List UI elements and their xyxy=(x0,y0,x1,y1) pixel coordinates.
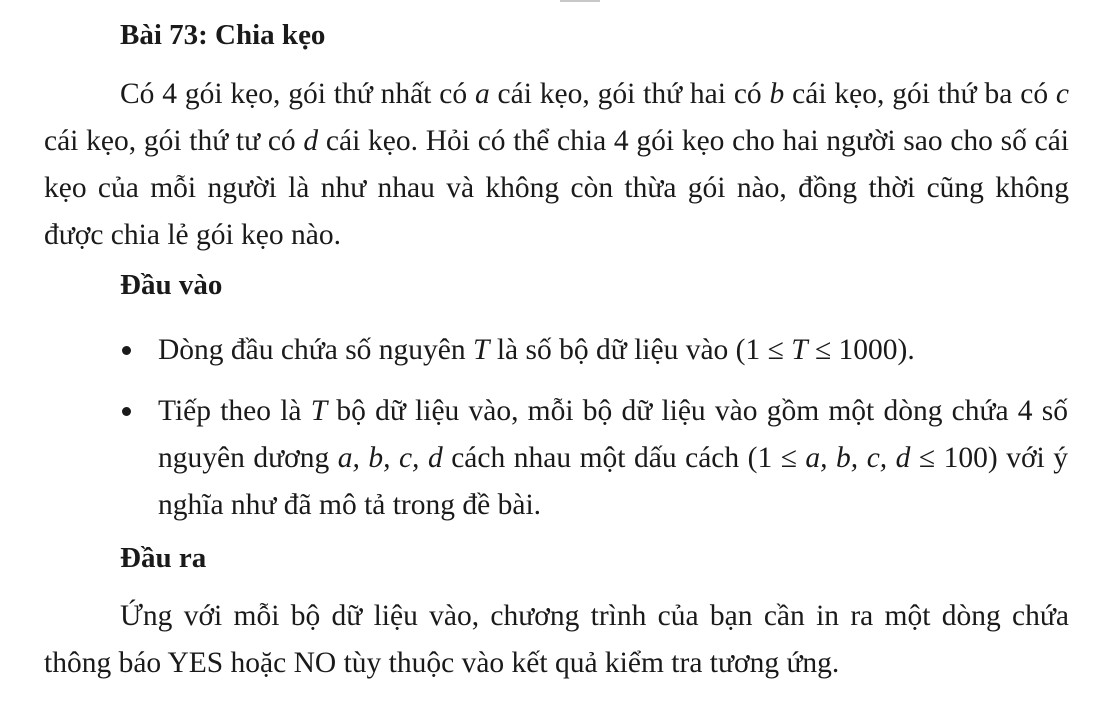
input-bullet-2 xyxy=(118,388,1068,529)
var-T: T xyxy=(473,334,490,366)
scan-mark xyxy=(560,0,600,2)
bullet-icon xyxy=(122,346,131,355)
bullet-text: Dòng đầu chứa số nguyên xyxy=(158,334,474,366)
statement-text: cái kẹo. Hỏi có thể chia 4 gói kẹo cho hai người sao cho số cái kẹo của mỗi người là như nhau và không còn thừa gói nào, đồng thời cũng không được chia lẻ gói kẹo nào. xyxy=(44,125,1070,251)
statement-text: cái kẹo, gói thứ tư có xyxy=(44,125,304,157)
input-heading: Đầu vào xyxy=(120,269,223,301)
var-c: c xyxy=(1055,78,1070,110)
bullet-text: ≤ 100) với ý nghĩa như đã mô tả trong đề bài. xyxy=(158,442,1069,521)
statement-text: cái kẹo, gói thứ ba có xyxy=(784,78,1056,110)
bullet-text: cách nhau một dấu cách (1 ≤ xyxy=(442,442,806,474)
output-description: Ứng với mỗi bộ dữ liệu vào, chương trình của bạn cần in ra một dòng chứa thông báo YES hoặc NO tùy thuộc vào kết quả kiểm tra tương ứng. xyxy=(44,600,1069,679)
var-T: T xyxy=(310,395,328,427)
bullet-text: bộ dữ liệu vào, mỗi bộ dữ liệu vào gồm một dòng chứa 4 số nguyên dương xyxy=(158,395,1068,474)
output-heading: Đầu ra xyxy=(120,542,207,574)
bullet-text: ≤ 1000). xyxy=(807,334,915,366)
var-list: a, b, c, d xyxy=(337,442,443,474)
var-d: d xyxy=(303,125,319,157)
bullet-text: là số bộ dữ liệu vào (1 ≤ xyxy=(489,334,792,366)
bullet-text: Tiếp theo là xyxy=(158,395,311,427)
problem-statement xyxy=(44,71,1069,259)
statement-text: Có 4 gói kẹo, gói thứ nhất có xyxy=(120,78,475,110)
var-b: b xyxy=(769,78,785,110)
bullet-icon xyxy=(122,407,131,416)
input-bullet-list xyxy=(118,327,1068,374)
input-bullet-list xyxy=(118,388,1068,529)
var-list: a, b, c, d xyxy=(805,442,911,474)
problem-title: Bài 73: Chia kẹo xyxy=(120,19,326,51)
input-bullet-1 xyxy=(118,327,1068,374)
var-a: a xyxy=(474,78,490,110)
var-T: T xyxy=(791,334,808,366)
statement-text: cái kẹo, gói thứ hai có xyxy=(489,78,770,110)
